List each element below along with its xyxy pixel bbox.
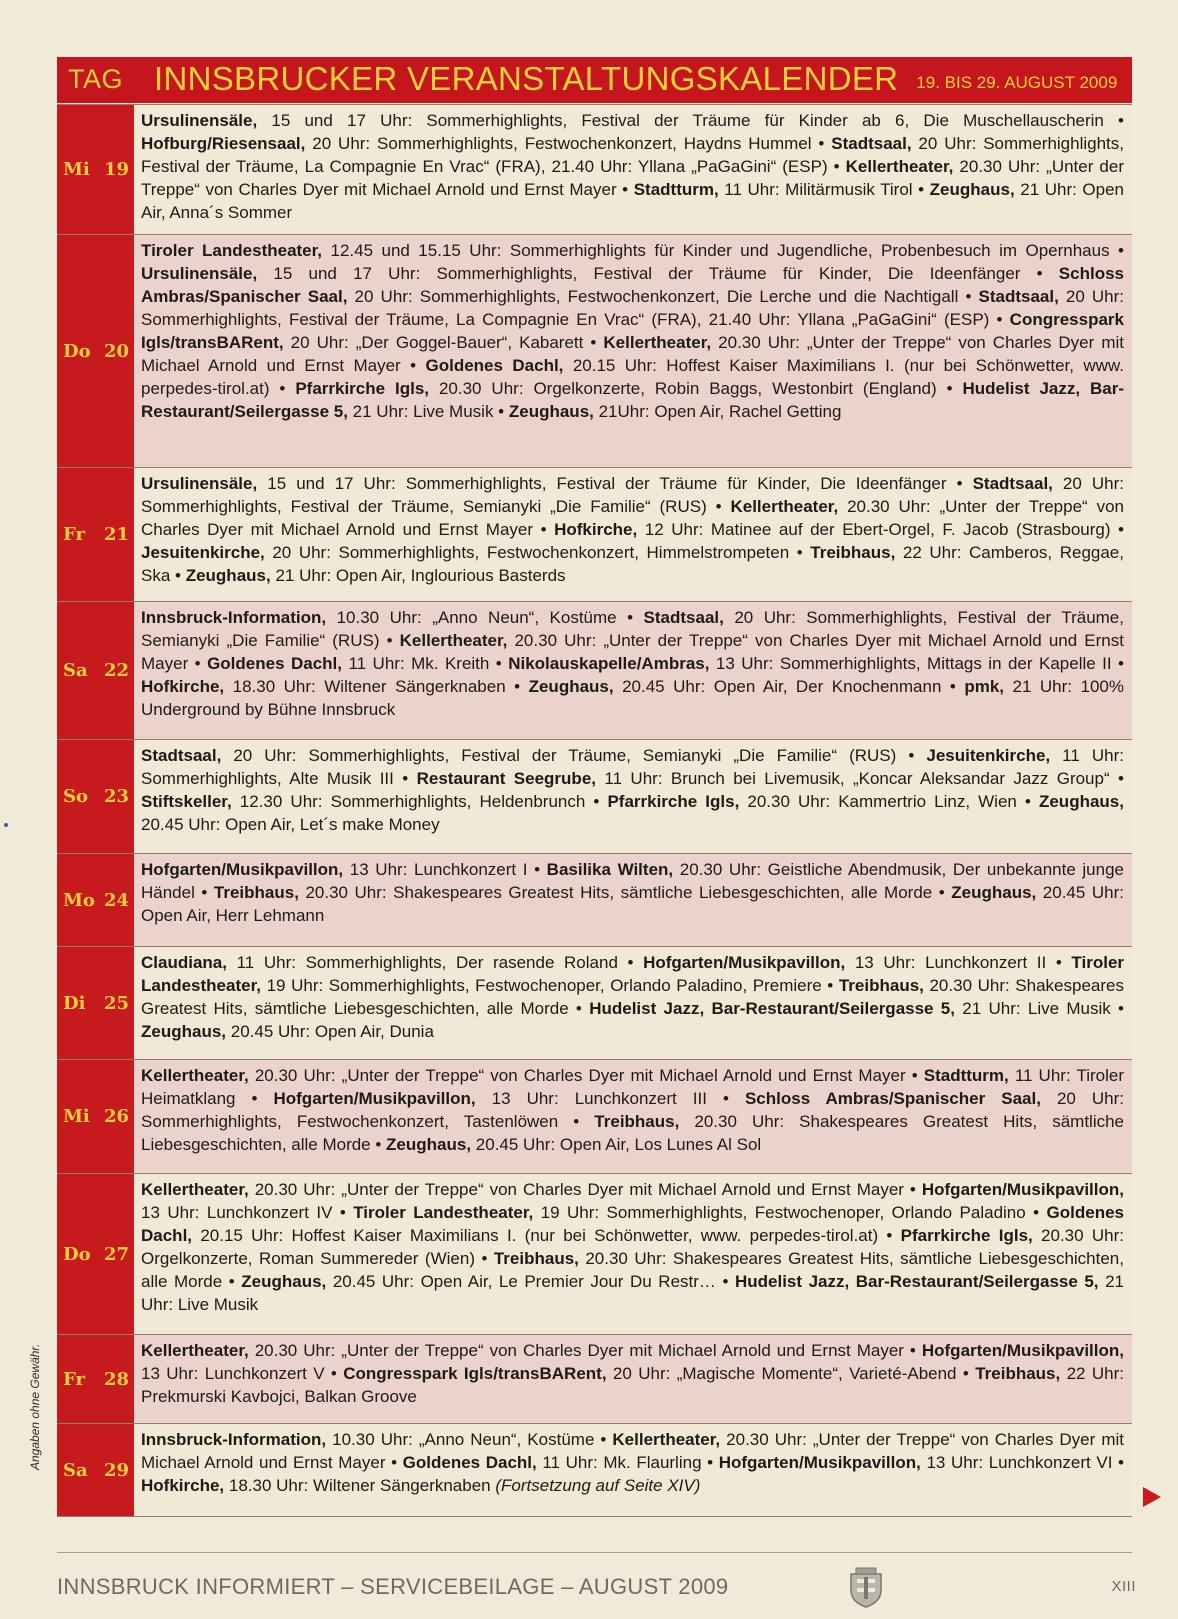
event-details: 20 Uhr: Sommerhighlights, Festwochenkonzert, Die Lerche und die Nachtigall •	[347, 287, 979, 306]
event-details: 20 Uhr: Sommerhighlights, Festwochenkonzert, Himmelstrompeten •	[264, 543, 811, 562]
event-details: 20.45 Uhr: Open Air, Let´s make Money	[141, 815, 440, 834]
event-details: 20.45 Uhr: Open Air, Der Knochenmann •	[613, 677, 965, 696]
venue-name: Hudelist Jazz, Bar-Restaurant/Seilergasse 5,	[734, 1272, 1099, 1291]
event-details: 20.15 Uhr: Hoffest Kaiser Maximilians I. (nur bei Schönwetter, www. perpedes-tirol.at) •	[192, 1226, 901, 1245]
event-details: 15 und 17 Uhr: Sommerhighlights, Festival der Träume für Kinder, Die Ideenfänger •	[257, 474, 973, 493]
weekday: Sa	[63, 660, 88, 681]
day-events	[134, 947, 1132, 1059]
venue-name: Zeughaus,	[1038, 792, 1124, 811]
venue-name: Claudiana,	[141, 953, 227, 972]
event-details: 20.45 Uhr: Open Air, Le Premier Jour Du Restr… •	[326, 1272, 735, 1291]
weekday: So	[63, 786, 89, 807]
header-title: INNSBRUCKER VERANSTALTUNGSKALENDER	[154, 60, 899, 97]
event-details: 20.30 Uhr: „Unter der Treppe“ von Charles Dyer mit Michael Arnold und Ernst Mayer •	[141, 333, 1124, 375]
venue-name: Zeughaus,	[951, 883, 1037, 902]
footer-text: INNSBRUCK INFORMIERT – SERVICEBEILAGE – AUGUST 2009	[57, 1574, 729, 1599]
venue-name: Goldenes Dachl,	[402, 1453, 537, 1472]
venue-name: Stadtturm,	[923, 1066, 1009, 1085]
event-details: 20.30 Uhr: Orgelkonzerte, Roman Summereder (Wien) •	[141, 1226, 1124, 1268]
event-details: 19 Uhr: Sommerhighlights, Festwochenoper, Orlando Paladino •	[533, 1203, 1047, 1222]
event-details: 21Uhr: Open Air, Rachel Getting	[593, 402, 842, 421]
venue-name: Treibhaus,	[213, 883, 299, 902]
venue-name: Hofgarten/Musikpavillon,	[273, 1089, 476, 1108]
event-details: 20.30 Uhr: „Unter der Treppe“ von Charles Dyer mit Michael Arnold und Ernst Mayer •	[248, 1341, 922, 1360]
event-details: 21 Uhr: Open Air, Inglourious Basterds	[270, 566, 566, 585]
venue-name: Tiroler Landestheater,	[141, 953, 1125, 995]
event-details: 20 Uhr: Sommerhighlights, Festwochenkonzert, Tastenlöwen •	[141, 1089, 1124, 1131]
event-details: 20 Uhr: Sommerhighlights, Festival der Träume, Semianyki „Die Familie“ (RUS) •	[221, 746, 927, 765]
venue-name: Basilika Wilten,	[546, 860, 674, 879]
day-row	[57, 853, 1132, 946]
event-details: 13 Uhr: Sommerhighlights, Mittags in der Kapelle II •	[709, 654, 1124, 673]
header-tag: TAG	[68, 63, 123, 94]
day-label	[57, 1424, 134, 1516]
day-label	[57, 235, 134, 467]
venue-name: Stiftskeller,	[141, 792, 232, 811]
venue-name: Hofgarten/Musikpavillon,	[921, 1341, 1124, 1360]
event-details: 19 Uhr: Sommerhighlights, Festwochenoper, Orlando Paladino, Premiere •	[261, 976, 839, 995]
venue-name: Kellertheater,	[603, 333, 712, 352]
event-details: 20.30 Uhr: Shakespeares Greatest Hits, sämtliche Liebesgeschichten, alle Morde •	[141, 1249, 1124, 1291]
day-events	[134, 1060, 1132, 1173]
event-details: 10.30 Uhr: „Anno Neun“, Kostüme •	[326, 1430, 613, 1449]
event-details: 13 Uhr: Lunchkonzert VI •	[920, 1453, 1124, 1472]
event-details: 20.30 Uhr: „Unter der Treppe“ von Charles Dyer mit Michael Arnold und Ernst Mayer •	[141, 1430, 1124, 1472]
event-details: 20.30 Uhr: Geistliche Abendmusik, Der unbekannte junge Händel •	[141, 860, 1125, 902]
day-number: 22	[103, 660, 129, 681]
footer-divider	[57, 1552, 1132, 1553]
day-label	[57, 105, 134, 234]
weekday: Sa	[63, 1459, 88, 1481]
venue-name: Jesuitenkirche,	[141, 543, 265, 562]
venue-name: Stadtturm,	[633, 180, 719, 199]
venue-name: Zeughaus,	[185, 566, 271, 585]
venue-name: Goldenes Dachl,	[207, 654, 343, 673]
event-details: 21 Uhr: Live Musik •	[347, 402, 509, 421]
event-details: 12.30 Uhr: Sommerhighlights, Heldenbrunch •	[231, 792, 608, 811]
day-label	[57, 740, 134, 853]
weekday: Mo	[63, 889, 95, 911]
venue-name: Tiroler Landestheater,	[353, 1203, 534, 1222]
day-row	[57, 104, 1132, 234]
event-details: 20 Uhr: Sommerhighlights, Festival der Träume, La Compagnie En Vrac“ (FRA), 21.40 Uhr: Yllana „PaGaGini“ (ESP) •	[141, 287, 1125, 329]
event-details: 12 Uhr: Matinee auf der Ebert-Orgel, F. Jacob (Strasbourg) •	[637, 520, 1125, 539]
day-number: 28	[103, 1368, 129, 1390]
venue-name: Zeughaus,	[386, 1135, 472, 1154]
event-details: 11 Uhr: Sommerhighlights, Alte Musik III •	[141, 746, 1124, 788]
day-row	[57, 1334, 1132, 1423]
weekday: Do	[63, 340, 91, 362]
city-crest-icon	[848, 1566, 884, 1608]
venue-name: Kellertheater,	[399, 631, 508, 650]
margin-dot	[4, 823, 8, 827]
weekday: Do	[63, 1243, 91, 1265]
event-details: 13 Uhr: Lunchkonzert V •	[141, 1364, 344, 1383]
event-details: 20 Uhr: Sommerhighlights, Festival der Träume, La Compagnie En Vrac“ (FRA), 21.40 Uhr: Yllana „PaGaGini“ (ESP) •	[141, 134, 1124, 176]
day-number: 20	[103, 340, 129, 362]
venue-name: Kellertheater,	[730, 497, 839, 516]
weekday: Fr	[63, 1368, 85, 1390]
venue-name: Hofkirche,	[554, 520, 638, 539]
event-details: 11 Uhr: Sommerhighlights, Der rasende Roland •	[226, 953, 644, 972]
day-label	[57, 1060, 134, 1173]
day-label	[57, 468, 134, 601]
day-number: 25	[103, 992, 129, 1014]
page-number: XIII	[1111, 1578, 1136, 1595]
day-label	[57, 947, 134, 1059]
day-number: 24	[103, 889, 129, 911]
event-details: 20.30 Uhr: Shakespeares Greatest Hits, sämtliche Liebesgeschichten, alle Morde •	[298, 883, 952, 902]
day-events	[134, 602, 1132, 739]
venue-name: Nikolauskapelle/Ambras,	[508, 654, 710, 673]
event-details: 21 Uhr: Open Air, Anna´s Sommer	[141, 180, 1124, 222]
day-row	[57, 946, 1132, 1059]
event-details: 22 Uhr: Camberos, Reggae, Ska •	[141, 543, 1124, 585]
event-details: 20.45 Uhr: Open Air, Dunia	[226, 1022, 434, 1041]
event-details: 20.15 Uhr: Hoffest Kaiser Maximilians I. (nur bei Schönwetter, www. perpedes-tirol.at) •	[141, 356, 1124, 398]
event-details: 15 und 17 Uhr: Sommerhighlights, Festival der Träume für Kinder, Die Ideenfänger •	[257, 264, 1059, 283]
venue-name: Ursulinensäle,	[141, 264, 258, 283]
venue-name: Stadtsaal,	[978, 287, 1059, 306]
venue-name: Restaurant Seegrube,	[416, 769, 596, 788]
event-details: 11 Uhr: Militärmusik Tirol •	[718, 180, 930, 199]
venue-name: Congresspark Igls/transBARent,	[343, 1364, 607, 1383]
weekday: Mi	[63, 1106, 90, 1127]
venue-name: Ursulinensäle,	[141, 111, 258, 130]
weekday: Di	[63, 992, 86, 1014]
day-number: 26	[103, 1106, 129, 1127]
venue-name: Tiroler Landestheater,	[141, 241, 323, 260]
venue-name: Stadtsaal,	[831, 134, 912, 153]
venue-name: Hofgarten/Musikpavillon,	[643, 953, 846, 972]
day-events	[134, 1174, 1132, 1334]
event-details: 20.30 Uhr: „Unter der Treppe“ von Charles Dyer mit Michael Arnold und Ernst Mayer •	[248, 1066, 924, 1085]
venue-name: Goldenes Dachl,	[141, 1203, 1124, 1245]
event-details: 20.30 Uhr: Kammertrio Linz, Wien •	[739, 792, 1039, 811]
venue-name: Innsbruck-Information,	[141, 608, 327, 627]
venue-name: Jesuitenkirche,	[926, 746, 1051, 765]
venue-name: Kellertheater,	[141, 1180, 249, 1199]
venue-name: Treibhaus,	[594, 1112, 680, 1131]
event-details: 11 Uhr: Tiroler Heimatklang •	[141, 1066, 1124, 1108]
day-number: 23	[103, 786, 129, 807]
venue-name: Schloss Ambras/Spanischer Saal,	[744, 1089, 1041, 1108]
venue-name: Treibhaus,	[810, 543, 896, 562]
event-details: 20.45 Uhr: Open Air, Los Lunes Al Sol	[471, 1135, 762, 1154]
day-row	[57, 467, 1132, 601]
venue-name: Schloss Ambras/Spanischer Saal,	[141, 264, 1124, 306]
event-details: 13 Uhr: Lunchkonzert III •	[475, 1089, 745, 1108]
calendar-header	[57, 57, 1132, 103]
event-details: 20 Uhr: Sommerhighlights, Festival der Träume, Semianyki „Die Familie“ (RUS) •	[141, 608, 1124, 650]
venue-name: Hofburg/Riesensaal,	[141, 134, 306, 153]
event-details: 11 Uhr: Brunch bei Livemusik, „Koncar Aleksandar Jazz Group“ •	[596, 769, 1124, 788]
venue-name: Treibhaus,	[493, 1249, 579, 1268]
venue-name: Hudelist Jazz, Bar-Restaurant/Seilergasse 5,	[589, 999, 955, 1018]
day-row	[57, 601, 1132, 739]
day-events	[134, 105, 1132, 234]
venue-name: Hudelist Jazz, Bar-Restaurant/Seilergasse 5,	[141, 379, 1125, 421]
venue-name: Zeughaus,	[508, 402, 594, 421]
venue-name: Treibhaus,	[975, 1364, 1061, 1383]
event-details: 22 Uhr: Prekmurski Kavbojci, Balkan Groove	[141, 1364, 1124, 1406]
venue-name: Innsbruck-Information,	[141, 1430, 327, 1449]
day-row	[57, 1173, 1132, 1334]
continue-arrow-icon	[1143, 1487, 1161, 1507]
venue-name: Kellertheater,	[141, 1066, 249, 1085]
event-details: 20.30 Uhr: „Unter der Treppe“ von Charles Dyer mit Michael Arnold und Ernst Mayer •	[141, 157, 1125, 199]
day-events	[134, 1424, 1132, 1516]
venue-name: Pfarrkirche Igls,	[295, 379, 430, 398]
event-details: 20 Uhr: Sommerhighlights, Festival der Träume, Semianyki „Die Familie“ (RUS) •	[141, 474, 1124, 516]
day-label	[57, 1174, 134, 1334]
venue-name: Kellertheater,	[141, 1341, 249, 1360]
header-date-range: 19. BIS 29. AUGUST 2009	[916, 73, 1118, 92]
event-details: 10.30 Uhr: „Anno Neun“, Kostüme •	[326, 608, 644, 627]
day-row	[57, 1423, 1132, 1516]
day-label	[57, 602, 134, 739]
event-details: 20.30 Uhr: „Unter der Treppe“ von Charles Dyer mit Michael Arnold und Ernst Mayer •	[141, 631, 1124, 673]
weekday: Fr	[63, 524, 85, 545]
venue-name: Zeughaus,	[528, 677, 614, 696]
venue-name: Stadtsaal,	[972, 474, 1053, 493]
event-details: 20.45 Uhr: Open Air, Herr Lehmann	[141, 883, 1124, 925]
event-details: 21 Uhr: Live Musik •	[954, 999, 1124, 1018]
venue-name: Hofgarten/Musikpavillon,	[141, 860, 344, 879]
event-details: 13 Uhr: Lunchkonzert IV •	[141, 1203, 354, 1222]
event-details: 13 Uhr: Lunchkonzert II •	[845, 953, 1072, 972]
venue-name: Hofgarten/Musikpavillon,	[718, 1453, 921, 1472]
event-details: 20.30 Uhr: „Unter der Treppe“ von Charles Dyer mit Michael Arnold und Ernst Mayer •	[248, 1180, 922, 1199]
venue-name: Kellertheater,	[845, 157, 954, 176]
day-label	[57, 854, 134, 946]
venue-name: Zeughaus,	[929, 180, 1015, 199]
disclaimer-note: Angaben ohne Gewähr.	[28, 1343, 42, 1470]
venue-name: Treibhaus,	[838, 976, 924, 995]
day-row	[57, 234, 1132, 467]
venue-name: Kellertheater,	[612, 1430, 721, 1449]
venue-name: Pfarrkirche Igls,	[607, 792, 740, 811]
day-events	[134, 1335, 1132, 1423]
day-number: 21	[103, 524, 129, 545]
event-details: 20.30 Uhr: Shakespeares Greatest Hits, sämtliche Liebesgeschichten, alle Morde •	[141, 976, 1124, 1018]
day-row	[57, 739, 1132, 853]
venue-name: Hofkirche,	[141, 1476, 225, 1495]
event-details: 20 Uhr: „Magische Momente“, Varieté-Abend •	[606, 1364, 976, 1383]
day-events	[134, 740, 1132, 853]
event-details: 18.30 Uhr: Wiltener Sängerknaben	[224, 1476, 496, 1495]
continuation-note: (Fortsetzung auf Seite XIV)	[495, 1476, 701, 1495]
venue-name: Ursulinensäle,	[141, 474, 258, 493]
event-details: 11 Uhr: Mk. Kreith •	[342, 654, 509, 673]
event-details: 20.30 Uhr: Shakespeares Greatest Hits, sämtliche Liebesgeschichten, alle Morde •	[141, 1112, 1124, 1154]
venue-name: Stadtsaal,	[141, 746, 222, 765]
event-details: 18.30 Uhr: Wiltener Sängerknaben •	[224, 677, 529, 696]
event-details: 13 Uhr: Lunchkonzert I •	[343, 860, 547, 879]
event-details: 20 Uhr: „Der Goggel-Bauer“, Kabarett •	[283, 333, 604, 352]
day-row	[57, 1059, 1132, 1173]
footer	[57, 1570, 1132, 1604]
day-events	[134, 854, 1132, 946]
venue-name: Stadtsaal,	[643, 608, 724, 627]
weekday: Mi	[63, 159, 90, 180]
venue-name: Congresspark Igls/transBARent,	[141, 310, 1124, 352]
event-details: 20.30 Uhr: Orgelkonzerte, Robin Baggs, Westonbirt (England) •	[429, 379, 963, 398]
venue-name: Zeughaus,	[241, 1272, 327, 1291]
day-number: 29	[103, 1459, 129, 1481]
event-details: 11 Uhr: Mk. Flaurling •	[536, 1453, 719, 1472]
day-number: 27	[103, 1243, 129, 1265]
day-events	[134, 468, 1132, 601]
venue-name: Zeughaus,	[141, 1022, 227, 1041]
event-details: 15 und 17 Uhr: Sommerhighlights, Festival der Träume für Kinder ab 6, Die Muschellauscherin •	[257, 111, 1124, 130]
day-events	[134, 235, 1132, 467]
event-details: 20.30 Uhr: „Unter der Treppe“ von Charles Dyer mit Michael Arnold und Ernst Mayer •	[141, 497, 1124, 539]
venue-name: pmk,	[964, 677, 1005, 696]
venue-name: Goldenes Dachl,	[425, 356, 564, 375]
event-list	[57, 104, 1132, 1517]
venue-name: Hofgarten/Musikpavillon,	[921, 1180, 1124, 1199]
venue-name: Hofkirche,	[141, 677, 225, 696]
event-details: 21 Uhr: Live Musik	[141, 1272, 1125, 1314]
day-label	[57, 1335, 134, 1423]
event-details: 21 Uhr: 100% Underground by Bühne Innsbruck	[141, 677, 1124, 719]
day-number: 19	[103, 159, 129, 180]
event-details: 12.45 und 15.15 Uhr: Sommerhighlights für Kinder und Jugendliche, Probenbesuch im Opernhaus •	[322, 241, 1124, 260]
event-details: 20 Uhr: Sommerhighlights, Festwochenkonzert, Haydns Hummel •	[305, 134, 832, 153]
venue-name: Pfarrkirche Igls,	[900, 1226, 1033, 1245]
